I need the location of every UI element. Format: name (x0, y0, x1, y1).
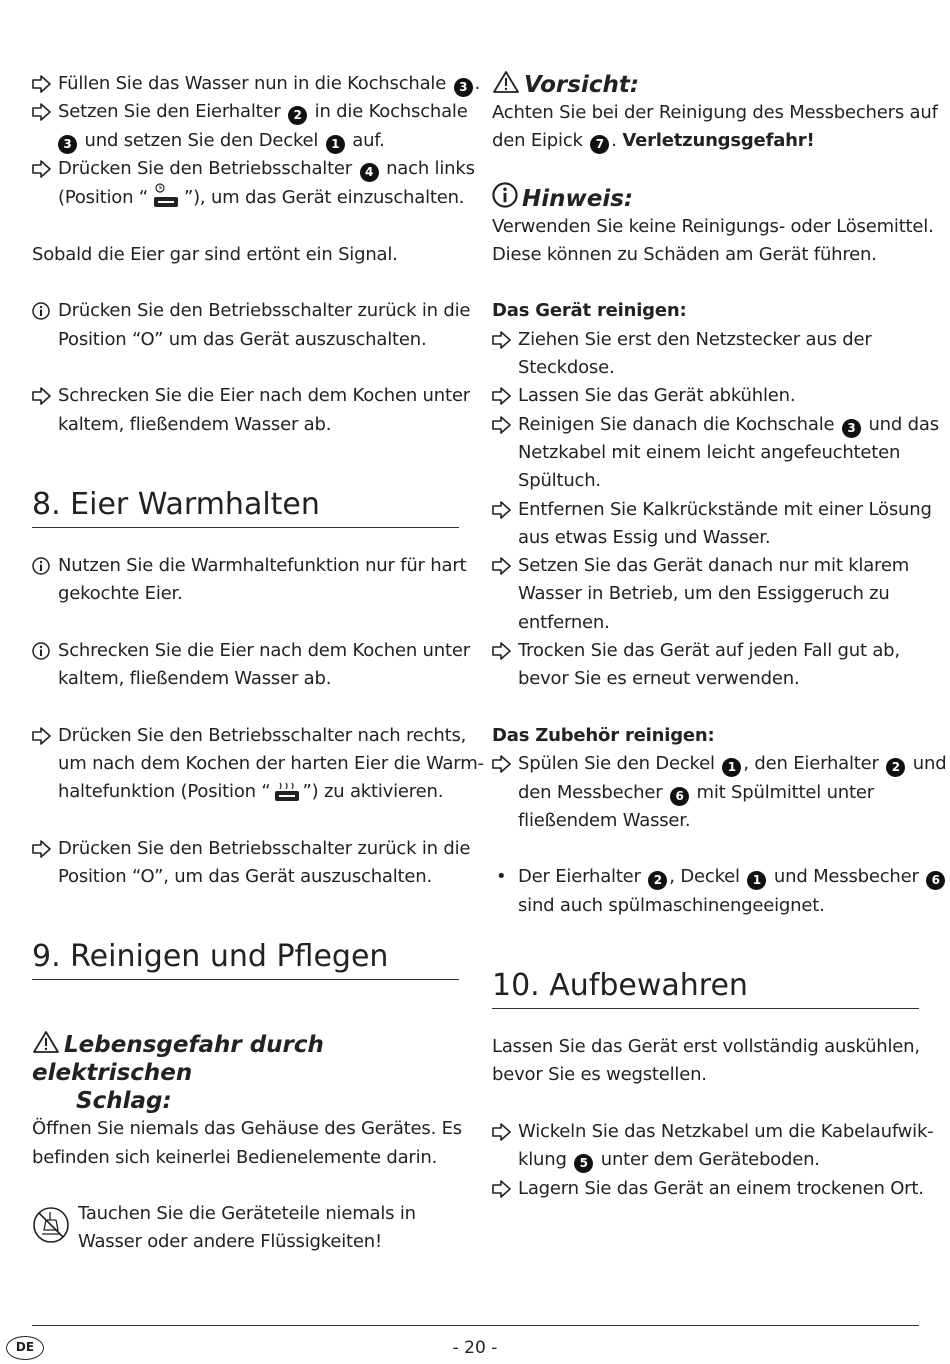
step-text: und setzen Sie den Deckel (84, 129, 319, 151)
injury-warning: Verletzungsgefahr! (622, 130, 815, 152)
part-number-badge: 4 (360, 163, 379, 182)
step-text: Trocken Sie das Gerät auf jeden Fall gut ab, (518, 640, 900, 662)
step-wind-cable (492, 1118, 934, 1175)
step-text: Spültuch. (518, 470, 601, 492)
step-text: klung (518, 1149, 567, 1171)
step-text: Lassen Sie das Gerät abkühlen. (518, 385, 796, 407)
step-text: Position “O”, um das Gerät auszuschalten. (58, 866, 433, 888)
info-keep-warm-usage (32, 552, 467, 609)
part-number-badge: 1 (326, 135, 345, 154)
step-text: Setzen Sie den Eierhalter (58, 101, 281, 123)
arrow-icon (32, 100, 52, 124)
step-text: (Position “ (58, 187, 148, 209)
arrow-icon (492, 413, 512, 437)
note-text: Verwenden Sie keine Reinigungs- oder Lösemittel. (492, 215, 934, 237)
bullet-mark: • (496, 866, 507, 888)
step-text: kaltem, fließendem Wasser ab. (58, 413, 332, 435)
step-text: Drücken Sie den Betriebsschalter zurück in die (58, 837, 471, 859)
warning-text: Öffnen Sie niemals das Gehäuse des Gerätes. Es (32, 1118, 462, 1140)
step-text: Steckdose. (518, 357, 615, 379)
step-text: Drücken Sie den Betriebsschalter nach rechts, (58, 724, 467, 746)
part-number-badge: 3 (842, 419, 861, 438)
step-text: Setzen Sie das Gerät danach nur mit klarem (518, 555, 910, 577)
info-icon (32, 557, 50, 575)
step-text: um nach dem Kochen der harten Eier die Warm- (58, 752, 484, 774)
step-text: den Messbecher (518, 781, 663, 803)
info-text: Drücken Sie den Betriebsschalter zurück in die (58, 300, 471, 322)
step-text: Reinigen Sie danach die Kochschale (518, 413, 835, 435)
step-text: haltefunktion (Position “ (58, 781, 271, 803)
step-text: Wasser in Betrieb, um den Essiggeruch zu (518, 583, 890, 605)
caution-text: Achten Sie bei der Reinigung des Messbechers auf (492, 102, 938, 123)
bullet-dishwasher-safe (492, 863, 940, 920)
step-dry (492, 637, 919, 694)
arrow-icon (492, 554, 512, 578)
clean-accessories-heading: Das Zubehör reinigen: (492, 724, 715, 746)
notice-text: Wasser oder andere Flüssigkeiten! (78, 1231, 382, 1253)
left-column (32, 70, 484, 1257)
info-text: Schrecken Sie die Eier nach dem Kochen unter (58, 639, 470, 661)
bullet-text: sind auch spülmaschinengeeignet. (518, 894, 825, 916)
arrow-icon (492, 1120, 512, 1144)
step-text: Lagern Sie das Gerät an einem trockenen Ort. (518, 1177, 924, 1199)
step-text: Netzkabel mit einem leicht angefeuchteten (518, 441, 901, 463)
arrow-icon (32, 724, 52, 748)
caution-title-text: Vorsicht: (524, 72, 640, 98)
section-heading-8: 8. Eier Warmhalten (32, 485, 459, 528)
warning-text: befinden sich keinerlei Bedienelemente darin. (32, 1146, 438, 1168)
step-text: entfernen. (518, 611, 610, 633)
step-text: Spülen Sie den Deckel (518, 753, 715, 775)
caution-text: den Eipick (492, 130, 583, 152)
part-number-badge: 5 (574, 1154, 593, 1173)
footer-divider (32, 1325, 919, 1326)
notice-text: Tauchen Sie die Geräteteile niemals in (78, 1203, 416, 1225)
step-text: Ziehen Sie erst den Netzstecker aus der (518, 328, 872, 350)
bullet-text: Der Eierhalter (518, 866, 641, 888)
step-text: Entfernen Sie Kalkrückstände mit einer Lösung (518, 498, 932, 520)
arrow-icon (492, 328, 512, 352)
info-icon (32, 302, 50, 320)
signal-text: Sobald die Eier gar sind ertönt ein Signal. (32, 243, 398, 265)
keep-warm-mode-icon (271, 781, 303, 803)
info-text: Nutzen Sie die Warmhaltefunktion nur für hart (58, 554, 467, 576)
part-number-badge: 1 (722, 758, 741, 777)
part-number-badge: 6 (926, 871, 945, 890)
part-number-badge: 2 (288, 106, 307, 125)
caution-text: . (611, 130, 617, 152)
part-number-badge: 3 (454, 78, 473, 97)
step-fill-water (32, 70, 481, 98)
step-switch-off (32, 835, 471, 892)
step-text: in die Kochschale (314, 101, 468, 123)
note-title-text: Hinweis: (522, 185, 634, 212)
storage-text: Lassen Sie das Gerät erst vollständig auskühlen, (492, 1036, 920, 1058)
step-text: nach links (386, 157, 475, 179)
step-text: unter dem Geräteboden. (600, 1149, 820, 1171)
arrow-icon (492, 498, 512, 522)
step-text: fließendem Wasser. (518, 809, 691, 831)
arrow-icon (492, 752, 512, 776)
step-text: Füllen Sie das Wasser nun in die Kochschale (58, 73, 447, 94)
warning-triangle-icon (32, 1030, 60, 1054)
note-text: Diese können zu Schäden am Gerät führen. (492, 243, 877, 265)
step-cool-down (492, 382, 919, 410)
step-activate-keep-warm (32, 722, 484, 807)
arrow-icon (32, 72, 52, 96)
page-number: - 20 - (452, 1338, 498, 1358)
info-switch-off (32, 297, 471, 354)
no-immersion-icon (32, 1206, 70, 1244)
part-number-badge: 7 (590, 135, 609, 154)
arrow-icon (32, 384, 52, 408)
step-text: . (474, 73, 481, 94)
info-text: Position “O” um das Gerät auszuschalten. (58, 328, 427, 350)
step-text: mit Spülmittel unter (696, 781, 874, 803)
clean-device-heading: Das Gerät reinigen: (492, 300, 687, 322)
note-title (492, 182, 919, 213)
info-text: gekochte Eier. (58, 583, 183, 605)
step-text: ”) zu aktivieren. (302, 781, 444, 803)
electric-shock-warning-title (32, 1030, 459, 1087)
step-text: bevor Sie es erneut verwenden. (518, 668, 800, 690)
warning-triangle-icon (492, 70, 520, 94)
bullet-text: und Messbecher (773, 866, 919, 888)
warning-title-text: Schlag: (76, 1088, 172, 1115)
arrow-icon (492, 639, 512, 663)
storage-text: bevor Sie es wegstellen. (492, 1064, 707, 1086)
info-icon (32, 642, 50, 660)
step-unplug (492, 326, 919, 383)
warning-title-text: Lebensgefahr durch elektrischen (32, 1032, 324, 1087)
arrow-icon (492, 1177, 512, 1201)
cooking-mode-icon (148, 183, 184, 209)
step-text: Schrecken Sie die Eier nach dem Kochen unter (58, 385, 470, 407)
part-number-badge: 2 (648, 871, 667, 890)
right-column (492, 70, 947, 1203)
arrow-icon (492, 384, 512, 408)
step-switch-on (32, 155, 475, 213)
part-number-badge: 2 (886, 758, 905, 777)
step-quench-eggs (32, 382, 470, 439)
step-text: aus etwas Essig und Wasser. (518, 526, 771, 548)
no-immersion-notice (32, 1200, 459, 1257)
step-text: Drücken Sie den Betriebsschalter (58, 157, 353, 179)
info-icon (492, 182, 518, 208)
info-quench-eggs (32, 637, 470, 694)
step-text: und (912, 753, 947, 775)
info-text: kaltem, fließendem Wasser ab. (58, 668, 332, 690)
step-text: , den Eierhalter (743, 753, 879, 775)
step-text: Wickeln Sie das Netzkabel um die Kabelaufwik- (518, 1120, 934, 1142)
step-text: und das (868, 413, 939, 435)
step-insert-holder (32, 98, 468, 155)
caution-title (492, 70, 919, 99)
part-number-badge: 6 (670, 787, 689, 806)
step-clean-bowl (492, 411, 939, 496)
arrow-icon (32, 157, 52, 181)
step-rinse-accessories (492, 750, 947, 835)
section-heading-10: 10. Aufbewahren (492, 966, 919, 1009)
language-badge: DE (6, 1336, 44, 1360)
step-rinse-run (492, 552, 919, 637)
part-number-badge: 1 (747, 871, 766, 890)
part-number-badge: 3 (58, 135, 77, 154)
step-descale (492, 496, 932, 553)
bullet-text: , Deckel (669, 866, 740, 888)
step-store-dry (492, 1175, 924, 1203)
section-heading-9: 9. Reinigen und Pflegen (32, 937, 459, 980)
step-text: auf. (352, 129, 385, 151)
arrow-icon (32, 837, 52, 861)
step-text: ”), um das Gerät einzuschalten. (183, 187, 465, 209)
